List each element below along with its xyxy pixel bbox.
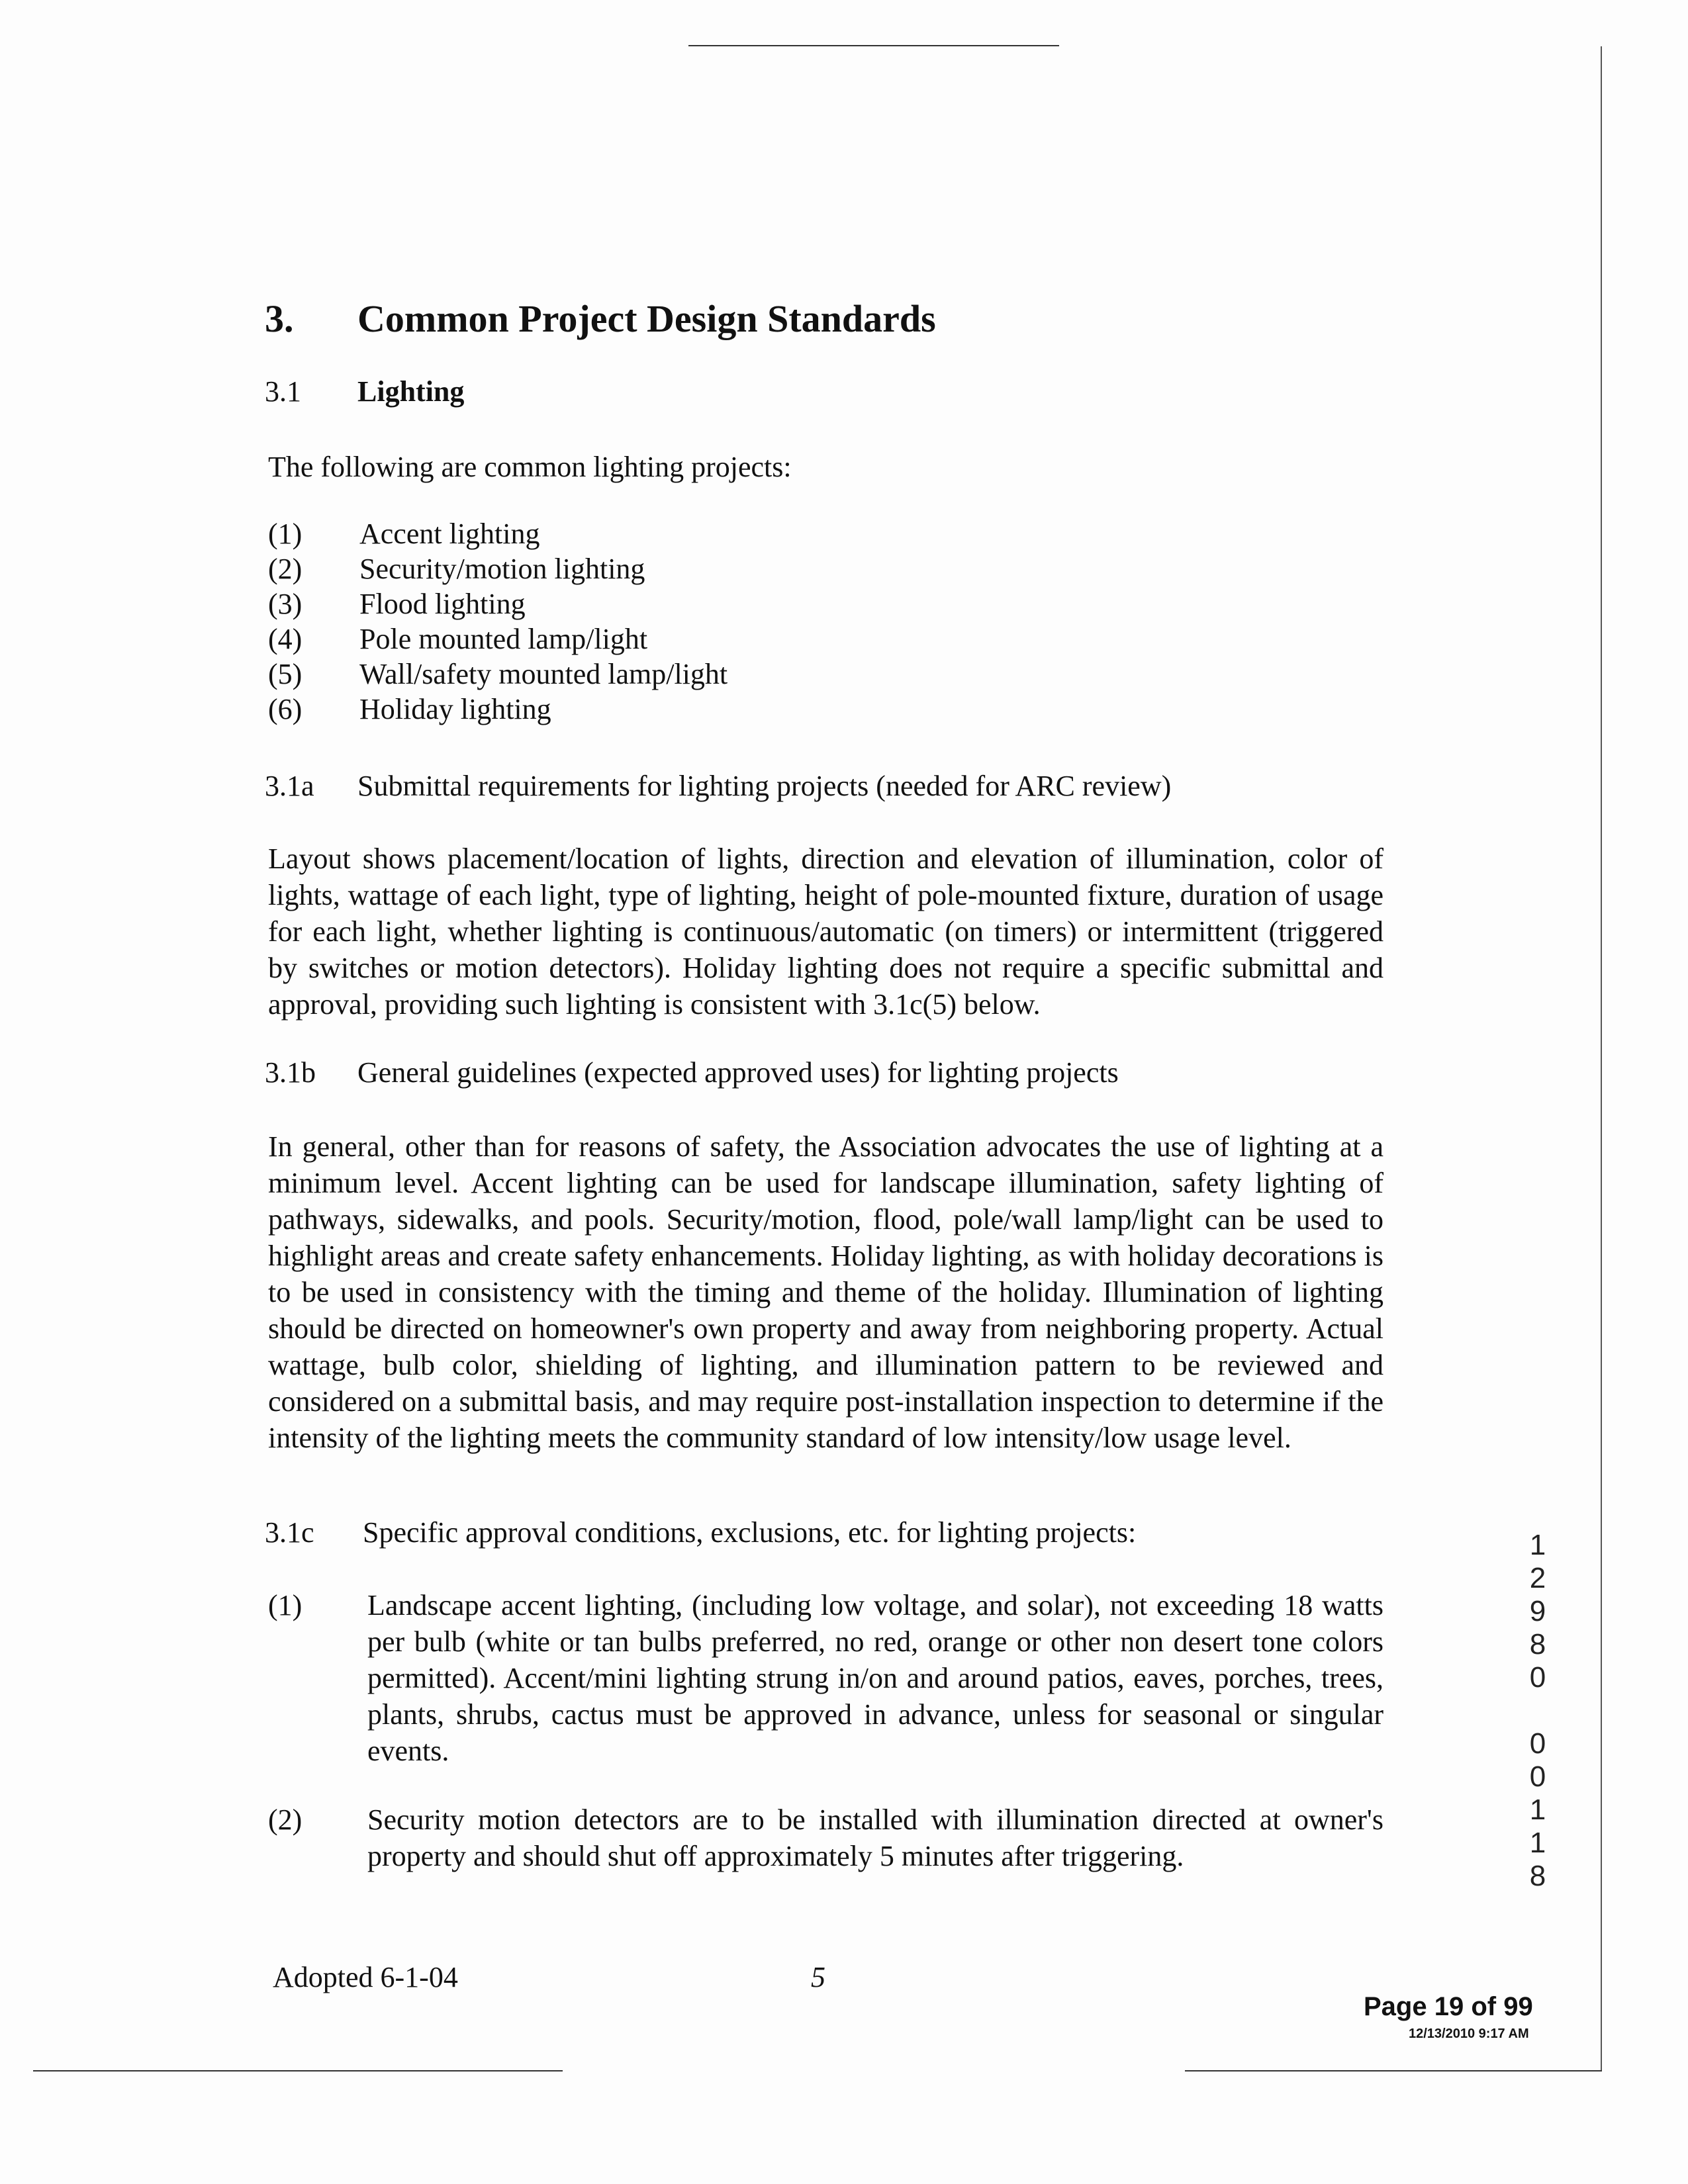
list-number: (5) xyxy=(268,658,303,690)
right-margin-rule xyxy=(1601,46,1602,2071)
subsection-title: Lighting xyxy=(357,375,465,408)
s31b-body: In general, other than for reasons of safety, the Association advocates the use of lighting at a minimum level. Accent lighting can be used for landscape illumination, safety lighting of pathways, sidewalks, and pools. Security/motion, flood, pole/wall lamp/light can be used to highlight areas and create safety enhancements. Holiday lighting, as with holiday decorations is to be used in consistency with the timing and theme of the holiday. Illumination of lighting should be directed on homeowner's own property and away from neighboring property. Actual wattage, bulb color, shielding of lighting, and illumination pattern to be reviewed and considered on a submittal basis, and may require post-installation inspection to determine if the intensity of the lighting meets the community standard of low intensity/low usage level. xyxy=(268,1130,1383,1454)
list-number: (6) xyxy=(268,693,303,725)
s31a-body: Layout shows placement/location of lights, direction and elevation of illumination, color of lights, wattage of each light, type of lighting, height of pole-mounted fixture, duration of usage for each light, whether lighting is continuous/automatic (on timers) or intermittent (triggered by switches or motion detectors). Holiday lighting does not require a specific submittal and approval, providing such lighting is consistent with 3.1c(5) below. xyxy=(268,842,1383,1021)
page-number: 5 xyxy=(811,1961,825,1993)
s31b-number: 3.1b xyxy=(265,1056,316,1089)
list-label: Accent lighting xyxy=(359,518,540,550)
list-label: Security/motion lighting xyxy=(359,553,645,585)
list-label: Flood lighting xyxy=(359,588,526,620)
s31a-number: 3.1a xyxy=(265,770,314,802)
s31c-heading: Specific approval conditions, exclusions, etc. for lighting projects: xyxy=(363,1516,1137,1549)
side-document-code: 1 2 9 8 0 0 0 1 1 8 xyxy=(1529,1529,1546,1892)
list-item xyxy=(268,692,551,727)
section-title: Common Project Design Standards xyxy=(357,297,936,340)
page-of-count: Page 19 of 99 xyxy=(1364,1992,1533,2021)
s31c-number: 3.1c xyxy=(265,1516,314,1549)
s31a-heading: Submittal requirements for lighting projects (needed for ARC review) xyxy=(357,770,1172,802)
list-item xyxy=(268,586,526,622)
condition-item xyxy=(268,1587,1383,1779)
list-number: (2) xyxy=(268,553,303,585)
condition-number: (2) xyxy=(268,1803,303,1836)
condition-text: Security motion detectors are to be installed with illumination directed at owner's property and should shut off approximately 5 minutes after triggering. xyxy=(367,1803,1383,1872)
print-timestamp: 12/13/2010 9:17 AM xyxy=(1409,2026,1529,2041)
list-number: (1) xyxy=(268,518,303,550)
list-item xyxy=(268,551,645,587)
list-label: Holiday lighting xyxy=(359,693,551,725)
list-item xyxy=(268,621,647,657)
s31b-heading: General guidelines (expected approved uses) for lighting projects xyxy=(357,1056,1119,1089)
adopted-date: Adopted 6-1-04 xyxy=(273,1961,458,1993)
list-item xyxy=(268,657,727,692)
list-item xyxy=(268,516,540,552)
list-number: (4) xyxy=(268,623,303,655)
list-label: Pole mounted lamp/light xyxy=(359,623,648,655)
condition-number: (1) xyxy=(268,1589,303,1621)
section-number: 3. xyxy=(265,297,294,340)
list-number: (3) xyxy=(268,588,303,620)
intro-text: The following are common lighting projects: xyxy=(268,451,792,483)
list-label: Wall/safety mounted lamp/light xyxy=(359,658,728,690)
condition-item xyxy=(268,1801,1383,1881)
condition-text: Landscape accent lighting, (including low voltage, and solar), not exceeding 18 watts per bulb (white or tan bulbs preferred, no red, orange or other non desert tone colors permitted). Accent/mini lighting strung in/on and around patios, eaves, porches, trees, plants, shrubs, cactus must be approved in advance, unless for seasonal or singular events. xyxy=(367,1589,1383,1767)
top-rule xyxy=(688,45,1059,46)
subsection-number: 3.1 xyxy=(265,375,301,408)
bottom-rule-left xyxy=(33,2070,563,2071)
bottom-rule-right xyxy=(1185,2070,1602,2071)
